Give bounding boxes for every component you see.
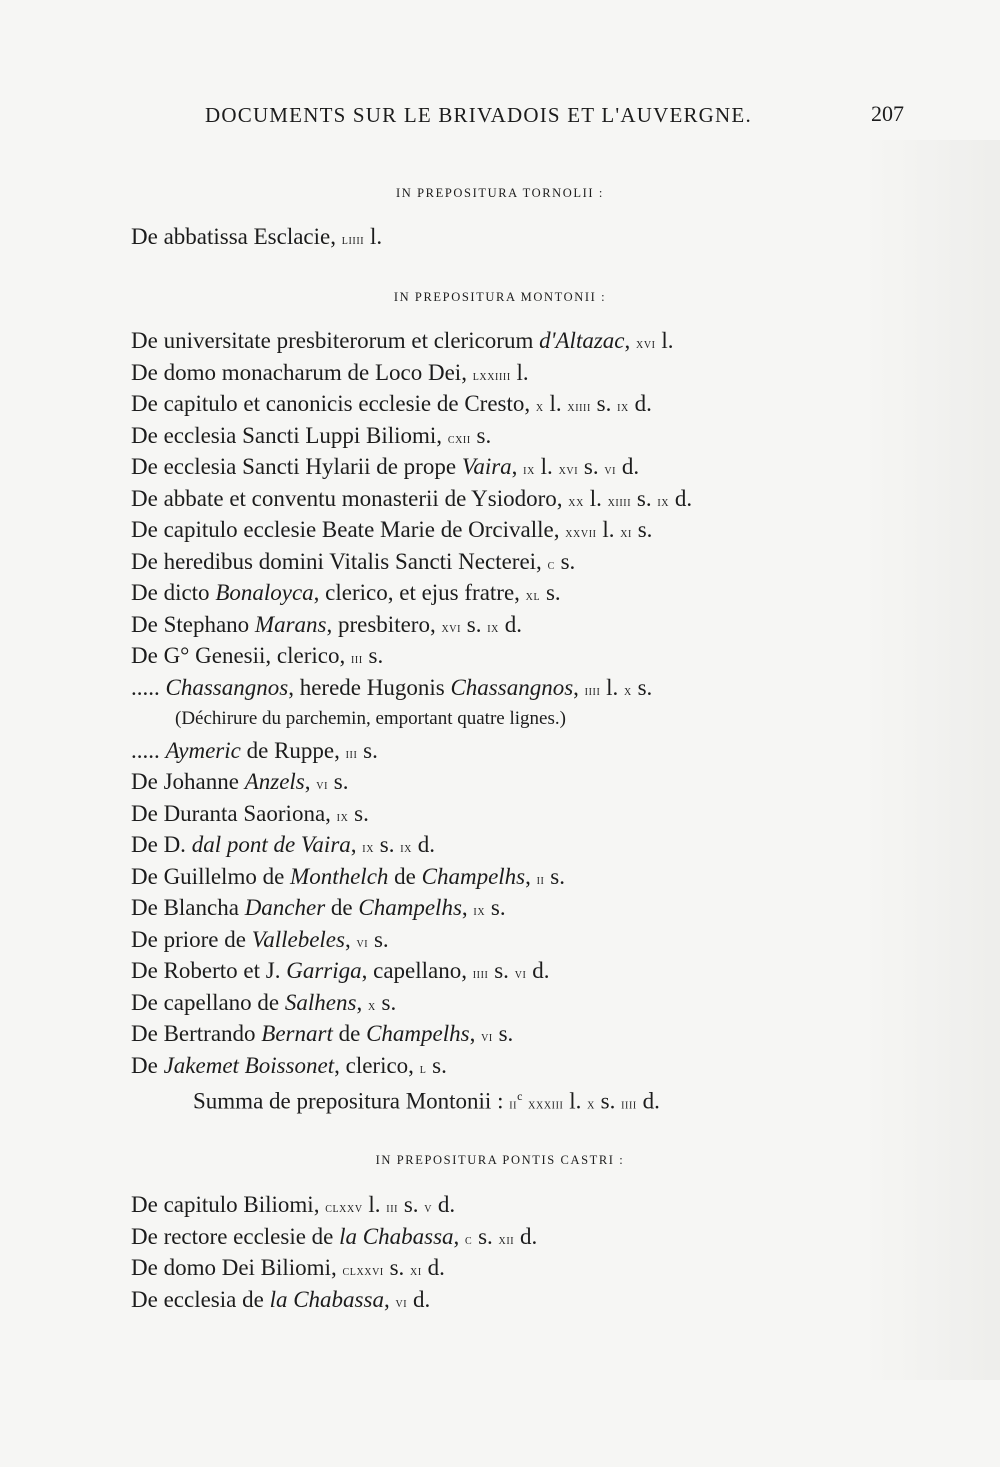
entry-text: iiii bbox=[584, 683, 601, 699]
entry-line bbox=[131, 703, 931, 735]
entry-text: de Ruppe, bbox=[240, 737, 346, 763]
entry-text: s. bbox=[357, 737, 378, 763]
entry-text: c bbox=[465, 1232, 473, 1248]
entry-text: Bernart bbox=[261, 1021, 333, 1046]
entry-text: l. bbox=[543, 391, 568, 416]
entry-text: d. bbox=[407, 1286, 431, 1312]
entry-text: Vaira bbox=[461, 454, 512, 479]
entry-line bbox=[131, 609, 931, 641]
entry-text: clxxv bbox=[325, 1201, 363, 1216]
entry-text: xxvii bbox=[565, 526, 597, 541]
entry-text: l. bbox=[596, 517, 621, 542]
entry-text: d. bbox=[514, 1223, 538, 1249]
entry-text: s. bbox=[362, 643, 384, 668]
entry-text: d. bbox=[669, 485, 693, 511]
entry-text: , bbox=[356, 989, 368, 1015]
entry-text: Aymeric bbox=[165, 737, 241, 763]
entry-text: ix bbox=[336, 809, 349, 825]
entry-text: , bbox=[304, 769, 317, 794]
entry-text: , bbox=[350, 832, 363, 857]
entry-text: la Chabassa bbox=[269, 1286, 384, 1312]
entry-text: s. bbox=[375, 989, 397, 1015]
entry-text: De rectore ecclesie de bbox=[131, 1223, 340, 1249]
entry-text: vi bbox=[395, 1295, 408, 1311]
entry-text: x bbox=[535, 400, 544, 415]
entry-line bbox=[131, 955, 931, 987]
entry-text: s. bbox=[492, 1021, 514, 1046]
section-montonii-entries bbox=[131, 325, 931, 1113]
entry-text: de bbox=[388, 863, 422, 889]
entry-text: c bbox=[517, 1089, 523, 1103]
entry-text: de bbox=[325, 895, 359, 920]
entry-text: , herede Hugonis bbox=[288, 674, 451, 700]
entry-text: s. bbox=[461, 611, 488, 637]
entry-text: De heredibus domini Vitalis Sancti Necterei, bbox=[131, 548, 548, 574]
entry-text: s. bbox=[488, 958, 515, 983]
entry-text: s. bbox=[348, 800, 369, 826]
entry-text: De universitate presbiterorum et clericorum bbox=[131, 328, 540, 353]
entry-text: s. bbox=[544, 863, 565, 889]
entry-text: v bbox=[424, 1201, 433, 1216]
entry-text: xiiii bbox=[567, 400, 591, 415]
entry-line bbox=[131, 325, 931, 357]
entry-line bbox=[131, 987, 931, 1019]
entry-line bbox=[131, 1189, 931, 1221]
entry-text: vi bbox=[356, 935, 369, 951]
entry-text: , clerico, bbox=[334, 1052, 420, 1078]
entry-text: De Roberto et J. bbox=[131, 958, 287, 983]
entry-text: d. bbox=[616, 454, 640, 479]
running-title: DOCUMENTS SUR LE BRIVADOIS ET L'AUVERGNE. bbox=[205, 103, 752, 127]
entry-text: ix bbox=[523, 463, 535, 478]
entry-text: l. bbox=[534, 454, 559, 479]
entry-text: , bbox=[461, 895, 474, 920]
entry-text: clxxvi bbox=[342, 1264, 384, 1279]
entry-text: De G° Genesii, clerico, bbox=[131, 643, 351, 668]
entry-line bbox=[131, 640, 931, 672]
entry-text: iiii bbox=[472, 967, 489, 982]
entry-text: d. bbox=[628, 391, 652, 416]
entry-text: l. bbox=[510, 359, 529, 385]
entry-text: vi bbox=[514, 967, 527, 982]
entry-text: xiiii bbox=[607, 494, 632, 510]
entry-text: s. bbox=[485, 895, 506, 920]
entry-text: iii bbox=[345, 746, 358, 762]
entry-line bbox=[131, 1018, 931, 1050]
entry-text: cxii bbox=[447, 431, 471, 447]
entry-text: s. bbox=[590, 391, 618, 416]
entry-text: d. bbox=[412, 832, 436, 857]
entry-text: Monthelch bbox=[290, 863, 389, 889]
entry-text: De ecclesia de bbox=[131, 1286, 270, 1312]
entry-text: s. bbox=[426, 1052, 447, 1078]
entry-text: ix bbox=[362, 841, 375, 856]
entry-text: x bbox=[587, 1097, 595, 1113]
entry-text: xi bbox=[620, 526, 632, 541]
entry-text: s. bbox=[472, 1223, 499, 1249]
entry-text: De ecclesia Sancti Hylarii de prope bbox=[131, 454, 462, 479]
entry-text: , bbox=[525, 863, 537, 889]
entry-text: xvi bbox=[636, 337, 656, 352]
section-tornolii-entries bbox=[131, 221, 931, 253]
entry-text: lxxiiii bbox=[472, 368, 511, 384]
entry-text: Bonaloyca bbox=[215, 580, 314, 605]
page-number: 207 bbox=[871, 101, 904, 126]
entry-text: ii bbox=[536, 872, 545, 888]
entry-text: ix bbox=[617, 400, 629, 415]
entry-text: Marans bbox=[254, 611, 327, 637]
entry-text: De capellano de bbox=[131, 989, 285, 1015]
entry-text: iii bbox=[386, 1201, 399, 1216]
entry-text: De Blancha bbox=[131, 895, 245, 920]
entry-text: s. bbox=[594, 1088, 622, 1114]
entry-text: l bbox=[419, 1061, 427, 1077]
entry-text: De abbate et conventu monasterii de Ysiodoro, bbox=[131, 485, 569, 511]
entry-text: xvi bbox=[558, 463, 579, 478]
entry-text: , clerico, et ejus fratre, bbox=[313, 580, 526, 605]
entry-text: xii bbox=[498, 1232, 515, 1248]
entry-text: iiii bbox=[621, 1097, 637, 1113]
entry-line bbox=[131, 420, 931, 452]
entry-text: ix bbox=[400, 841, 413, 856]
entry-text: De dicto bbox=[131, 580, 216, 605]
entry-text: d. bbox=[526, 958, 550, 983]
entry-line bbox=[131, 924, 931, 956]
entry-text: ix bbox=[487, 620, 499, 636]
entry-text: , bbox=[511, 454, 524, 479]
entry-text: d. bbox=[432, 1192, 456, 1217]
entry-text: s. bbox=[374, 832, 401, 857]
entry-text: De capitulo et canonicis ecclesie de Cresto, bbox=[131, 391, 536, 416]
entry-text: vi bbox=[481, 1030, 493, 1045]
entry-line bbox=[131, 514, 931, 546]
entry-text: , presbitero, bbox=[326, 611, 442, 637]
entry-text: De bbox=[131, 1052, 164, 1078]
entry-text: s. bbox=[631, 517, 653, 542]
entry-text: De capitulo Biliomi, bbox=[131, 1192, 326, 1217]
entry-text: , bbox=[453, 1223, 466, 1249]
entry-line bbox=[131, 861, 931, 893]
entry-text: s. bbox=[328, 769, 349, 794]
entry-text: Jakemet Boissonet bbox=[163, 1052, 335, 1078]
entry-text: De Stephano bbox=[131, 611, 255, 637]
entry-text: s. bbox=[383, 1255, 411, 1280]
entry-line bbox=[131, 388, 931, 420]
entry-line bbox=[131, 672, 931, 704]
entry-text: d. bbox=[636, 1088, 660, 1114]
entry-line bbox=[131, 451, 931, 483]
section-heading-tornolii: IN PREPOSITURA TORNOLII : bbox=[396, 186, 604, 200]
entry-text: Chassangnos bbox=[450, 674, 574, 700]
entry-text: De domo Dei Biliomi, bbox=[131, 1255, 343, 1280]
entry-text: x bbox=[367, 998, 376, 1014]
entry-line bbox=[131, 1081, 931, 1113]
entry-text: s. bbox=[631, 485, 658, 511]
entry-text: Champelhs bbox=[358, 895, 462, 920]
entry-text: x bbox=[624, 683, 632, 699]
entry-text: s. bbox=[631, 674, 653, 700]
entry-text: Dancher bbox=[244, 895, 326, 920]
entry-text: l. bbox=[655, 328, 674, 353]
entry-text: De domo monacharum de Loco Dei, bbox=[131, 359, 473, 385]
entry-text: , capellano, bbox=[361, 958, 473, 983]
entry-text: De Guillelmo de bbox=[131, 863, 291, 889]
entry-text: s. bbox=[540, 580, 561, 605]
entry-text: s. bbox=[554, 548, 576, 574]
entry-text: s. bbox=[368, 926, 389, 952]
entry-line bbox=[131, 1284, 931, 1316]
entry-text: xvi bbox=[441, 620, 462, 636]
entry-line bbox=[131, 357, 931, 389]
entry-line bbox=[131, 798, 931, 830]
entry-text: vi bbox=[604, 463, 617, 478]
entry-text: De D. bbox=[131, 832, 192, 857]
entry-text: ..... bbox=[131, 674, 166, 700]
entry-text: Summa de prepositura Montonii : bbox=[193, 1088, 510, 1114]
entry-text: , bbox=[344, 926, 357, 952]
entry-line bbox=[131, 483, 931, 515]
entry-text: l. bbox=[563, 1088, 588, 1114]
entry-text: , bbox=[469, 1021, 482, 1046]
entry-text: De abbatissa Esclacie, bbox=[131, 224, 342, 249]
entry-text: xx bbox=[568, 494, 584, 510]
entry-text: De Duranta Saoriona, bbox=[131, 800, 337, 826]
entry-text: Salhens bbox=[284, 989, 357, 1015]
entry-text: ..... bbox=[131, 737, 166, 763]
section-pontis-castri-entries bbox=[131, 1189, 931, 1315]
entry-text: De Johanne bbox=[131, 769, 245, 794]
entry-text: ix bbox=[473, 904, 486, 919]
entry-text: ii bbox=[509, 1097, 518, 1113]
entry-text: De ecclesia Sancti Luppi Biliomi, bbox=[131, 422, 448, 448]
entry-text: la Chabassa bbox=[339, 1223, 454, 1249]
entry-text: liiii bbox=[341, 233, 365, 248]
entry-text: xxxiii bbox=[528, 1097, 564, 1113]
section-heading-montonii: IN PREPOSITURA MONTONII : bbox=[393, 290, 607, 304]
entry-line bbox=[131, 546, 931, 578]
entry-line bbox=[131, 829, 931, 861]
entry-text: xl bbox=[525, 589, 541, 604]
entry-text: d'Altazac bbox=[539, 328, 625, 353]
entry-text: iii bbox=[350, 652, 363, 667]
entry-text: Champelhs bbox=[366, 1021, 470, 1046]
entry-text: s. bbox=[398, 1192, 425, 1217]
entry-text: s. bbox=[578, 454, 605, 479]
entry-text: l. bbox=[583, 485, 608, 511]
entry-line bbox=[131, 735, 931, 767]
entry-text: De capitulo ecclesie Beate Marie de Orcivalle, bbox=[131, 517, 566, 542]
entry-text: , bbox=[573, 674, 585, 700]
entry-line bbox=[131, 766, 931, 798]
entry-line bbox=[131, 1050, 931, 1082]
entry-text: l. bbox=[364, 224, 383, 249]
entry-text: De Bertrando bbox=[131, 1021, 262, 1046]
entry-text: Chassangnos bbox=[165, 674, 289, 700]
entry-text: Garriga bbox=[286, 958, 362, 983]
entry-text: De priore de bbox=[131, 926, 252, 952]
entry-text: vi bbox=[316, 778, 329, 793]
entry-text: dal pont de Vaira bbox=[191, 832, 351, 857]
entry-line bbox=[131, 1221, 931, 1253]
entry-line bbox=[131, 892, 931, 924]
entry-line bbox=[131, 1252, 931, 1284]
entry-line bbox=[131, 577, 931, 609]
entry-text: xi bbox=[410, 1264, 422, 1279]
entry-text: l. bbox=[362, 1192, 387, 1217]
entry-text: d. bbox=[499, 611, 522, 637]
entry-text: ix bbox=[657, 494, 670, 510]
section-heading-pontis-castri: IN PREPOSITURA PONTIS CASTRI : bbox=[375, 1153, 625, 1167]
entry-text: s. bbox=[470, 422, 492, 448]
entry-text: , bbox=[624, 328, 637, 353]
entry-text: Champelhs bbox=[421, 863, 526, 889]
entry-text: l. bbox=[600, 674, 625, 700]
entry-text: Anzels bbox=[244, 769, 305, 794]
entry-text: Vallebeles bbox=[251, 926, 345, 952]
entry-text: (Déchirure du parchemin, emportant quatre lignes.) bbox=[175, 708, 566, 729]
entry-text: de bbox=[332, 1021, 367, 1046]
entry-text: , bbox=[383, 1286, 396, 1312]
entry-text: d. bbox=[421, 1255, 445, 1280]
entry-text: c bbox=[547, 557, 555, 573]
entry-line bbox=[131, 221, 931, 253]
